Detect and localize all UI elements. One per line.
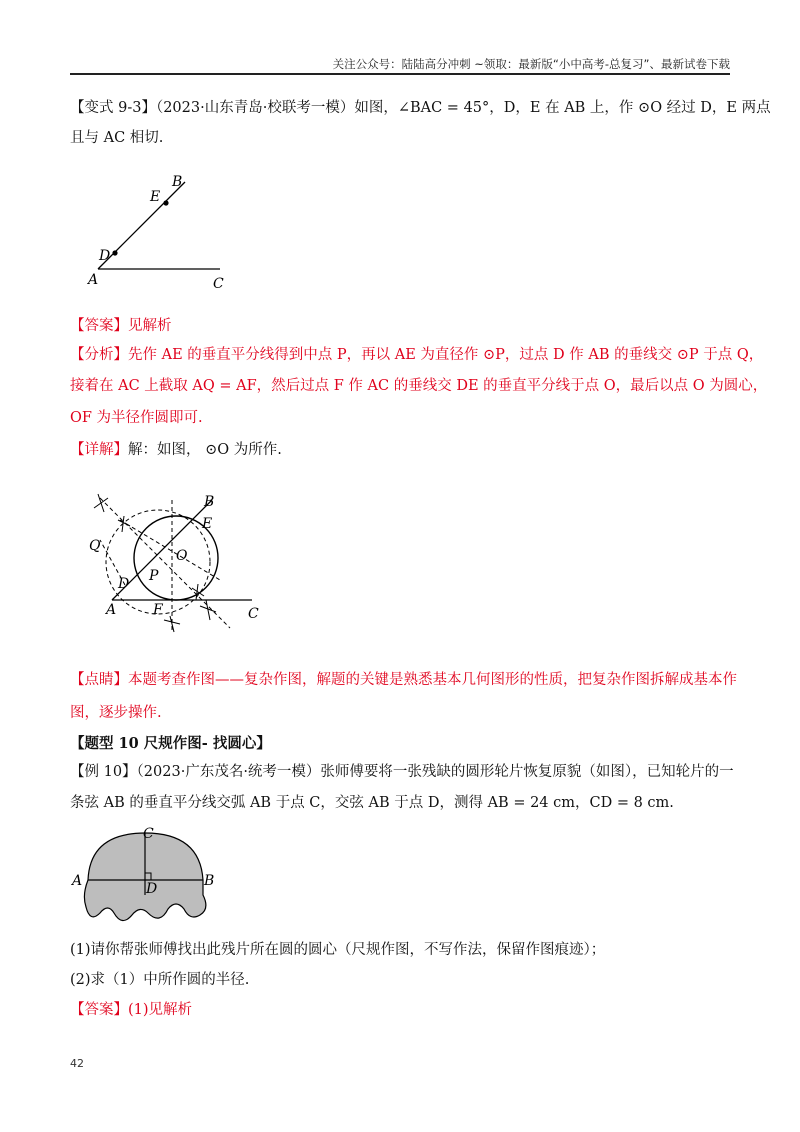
label-d: D [146,881,158,897]
page-number: 42 [70,1057,84,1070]
comment-line-2: 图，逐步操作. [70,705,162,721]
analysis-tag: 【分析】 [70,347,128,363]
example-line-1: 【例 10】（2023·广东茂名·统考一模）张师傅要将一张残缺的圆形轮片恢复原貌（如图），已知轮片的一 [70,764,734,780]
variant-line-1: 【变式 9-3】（2023·山东青岛·校联考一模）如图，∠BAC = 45°，D，E 在 AB 上，作 ⊙O 经过 D，E 两点 [70,100,771,116]
answer-1-text: 见解析 [128,318,172,334]
analysis-line-1 [70,345,764,365]
point-e [163,200,168,205]
point-d [112,250,117,255]
label-q: Q [89,538,101,554]
label-d: D [99,248,111,264]
label-b: B [172,174,183,190]
answer-2-text: (1)见解析 [128,1002,193,1018]
answer-2 [70,1000,730,1020]
comment-line-1 [70,670,737,690]
example-line-2: 条弦 AB 的垂直平分线交弧 AB 于点 C，交弦 AB 于点 D，测得 AB = 24 cm，CD = 8 cm. [70,795,674,811]
figure-angle-bac [80,170,240,295]
figure-construction [80,480,280,640]
header-rule [70,73,730,75]
analysis-text-1: 先作 AE 的垂直平分线得到中点 P，再以 AE 为直径作 ⊙P，过点 D 作 AB 的垂线交 ⊙P 于点 Q， [128,347,764,363]
label-c: C [248,606,259,622]
label-a: A [88,272,99,288]
detail-tag: 【详解】 [70,442,128,458]
label-b: B [204,494,215,510]
question-2: (2)求（1）中所作圆的半径. [70,972,250,988]
label-p: P [149,568,159,584]
label-f: F [153,602,163,618]
detail-line [70,440,730,460]
circle-p [106,510,213,614]
comment-text-1: 本题考查作图——复杂作图，解题的关键是熟悉基本几何图形的性质，把复杂作图拆解成基本作 [128,672,737,688]
label-d: D [118,576,130,592]
question-1: (1)请你帮张师傅找出此残片所在圆的圆心（尺规作图，不写作法，保留作图痕迹）； [70,942,606,958]
label-b: B [204,873,215,889]
ray-ab [98,182,185,269]
label-e: E [150,189,161,205]
topic-title: 【题型 10 尺规作图- 找圆心】 [70,735,271,752]
variant-line-2: 且与 AC 相切. [70,130,164,146]
page-header: 关注公众号：陆陆高分冲刺 ~领取：最新版“小中高考-总复习”、最新试卷下载 [332,57,730,71]
figure-broken-wheel [70,825,220,935]
label-a: A [72,873,83,889]
label-o: O [176,548,188,564]
analysis-line-2: 接着在 AC 上截取 AQ = AF，然后过点 F 作 AC 的垂线交 DE 的垂直平分线于点 O，最后以点 O 为圆心， [70,378,768,394]
analysis-line-3: OF 为半径作圆即可. [70,410,203,426]
label-c: C [213,276,224,292]
detail-text: 解：如图， ⊙O 为所作. [128,442,282,458]
comment-tag: 【点睛】 [70,672,128,688]
label-a: A [106,602,117,618]
label-e: E [202,516,213,532]
answer-1-tag: 【答案】 [70,318,128,334]
answer-1 [70,316,730,336]
label-c: C [143,826,154,842]
answer-2-tag: 【答案】 [70,1002,128,1018]
